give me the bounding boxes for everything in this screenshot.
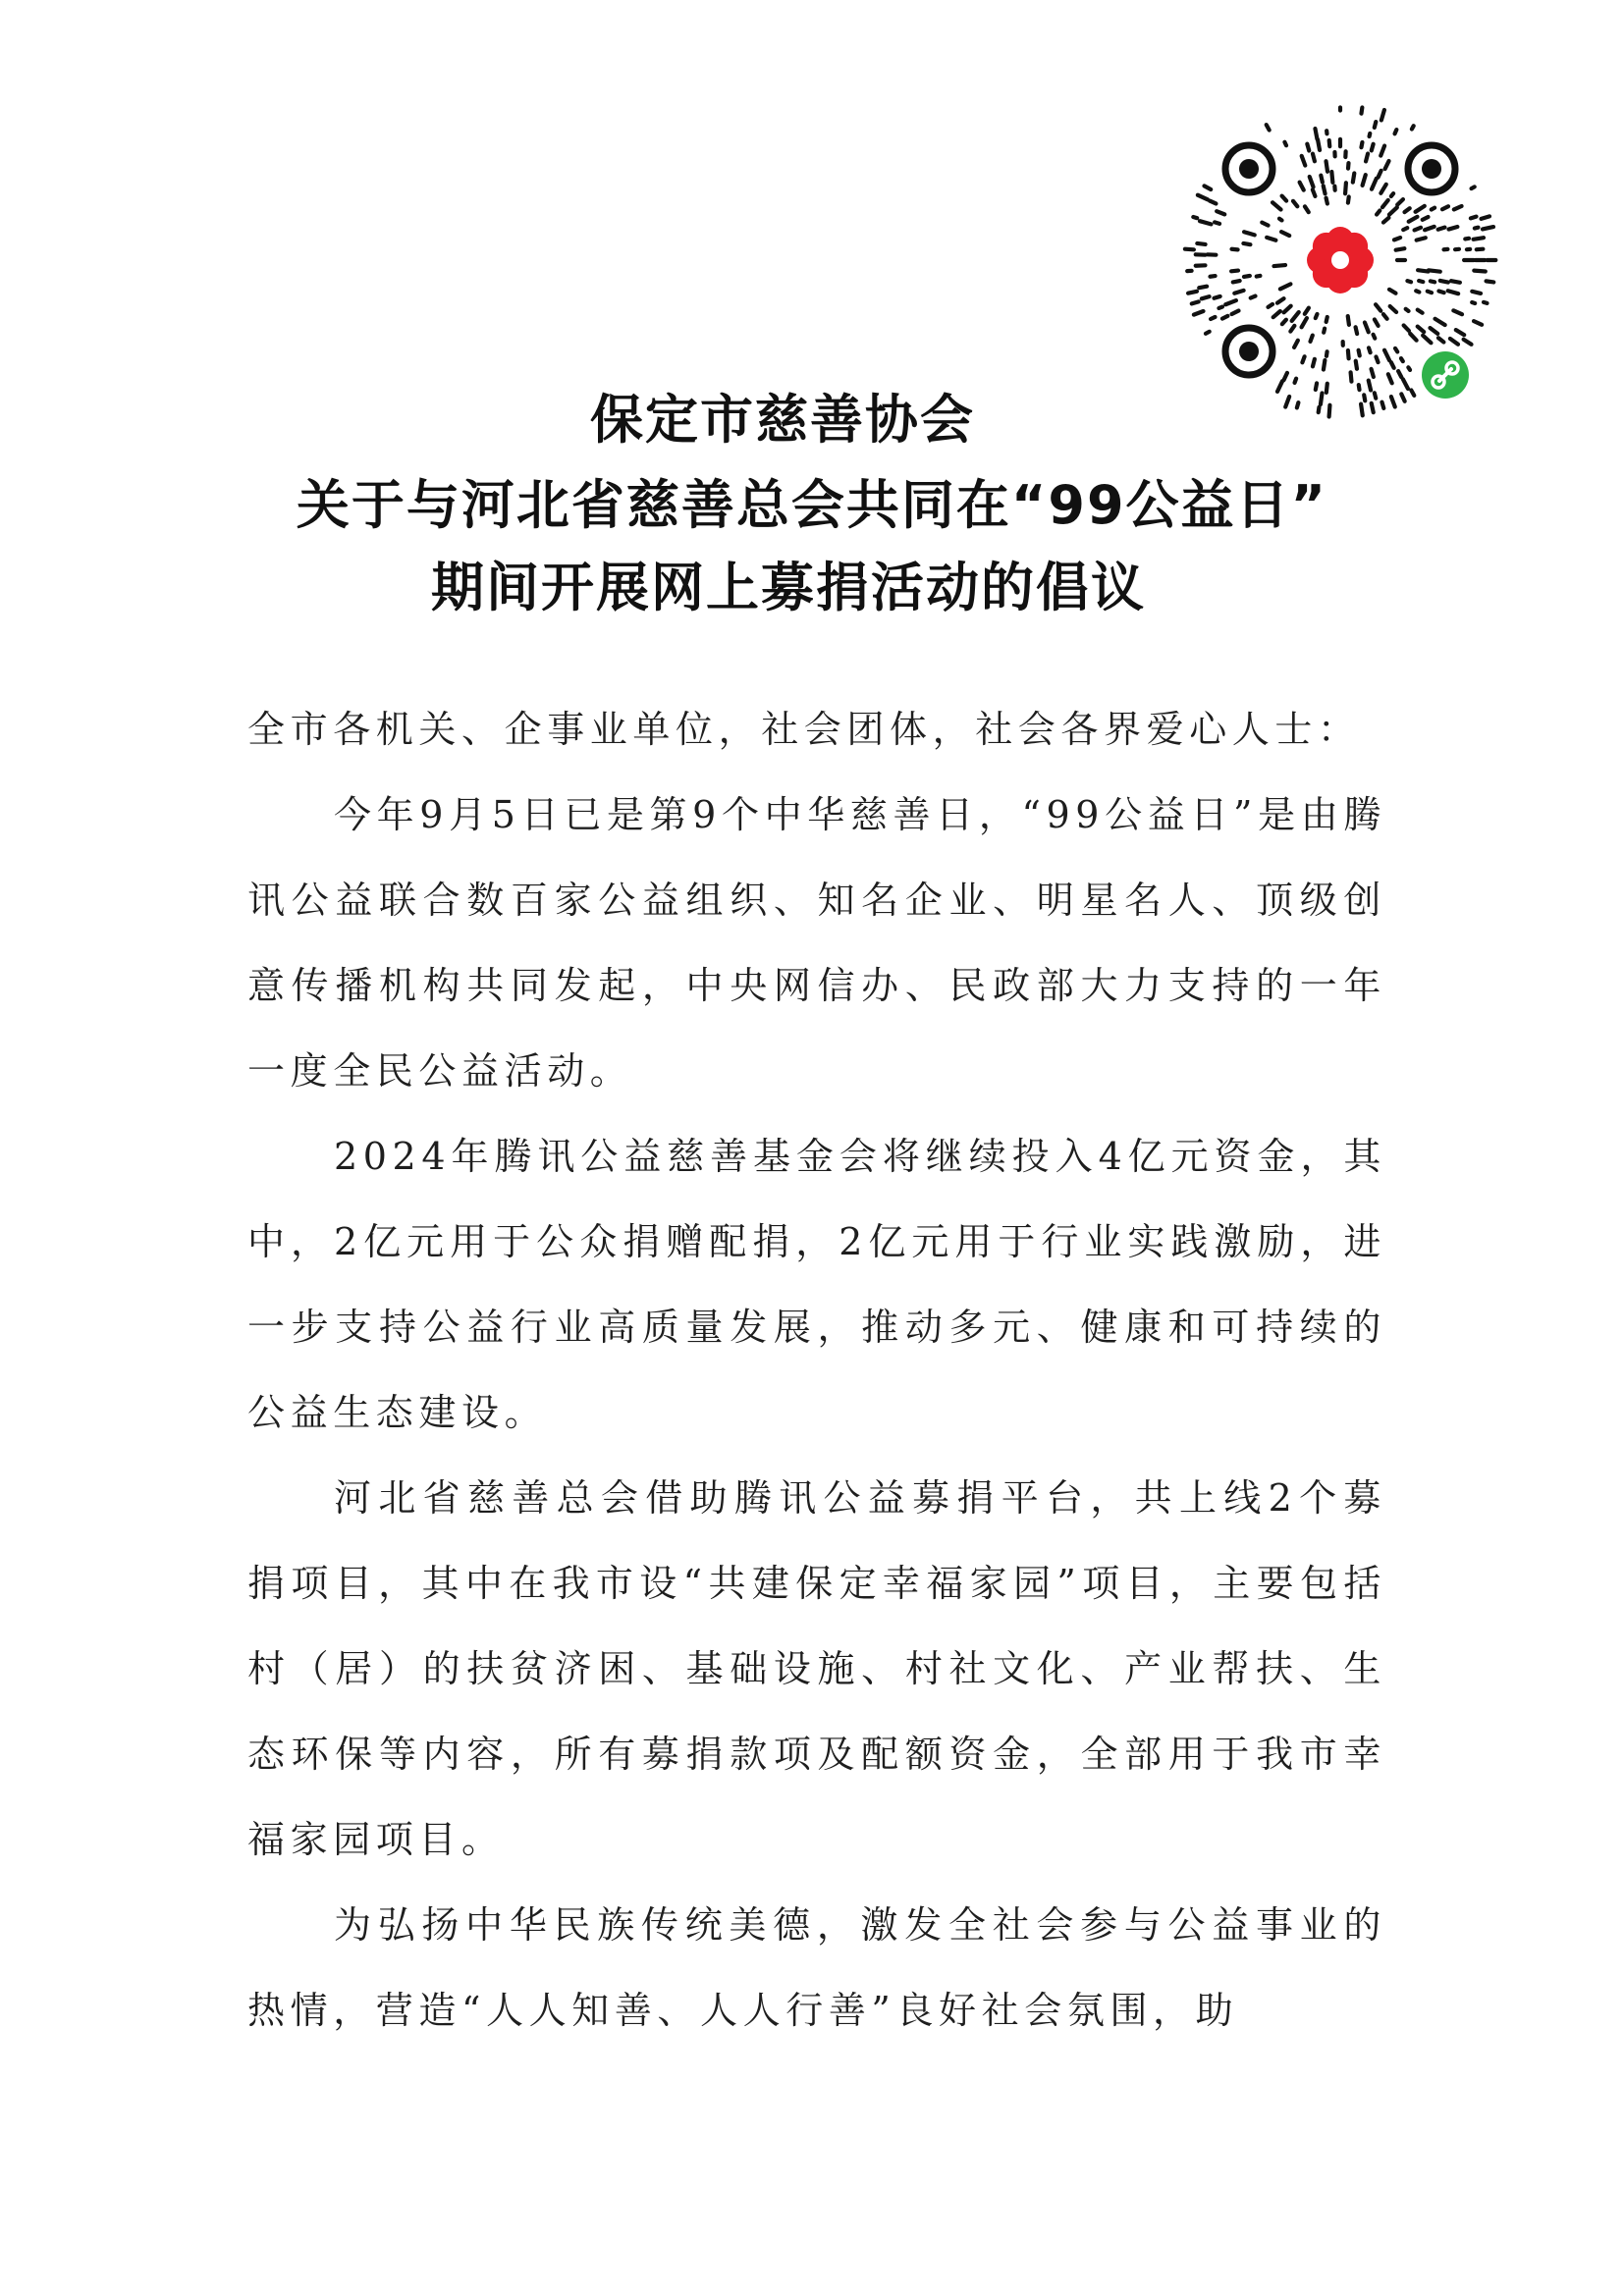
document-body <box>247 687 1386 2054</box>
mini-program-code[interactable] <box>1178 98 1502 422</box>
red-flower-icon <box>1307 227 1374 294</box>
paragraph-2: 2024年腾讯公益慈善基金会将继续投入4亿元资金，其中，2亿元用于公众捐赠配捐，2亿元用于行业实践激励，进一步支持公益行业高质量发展，推动多元、健康和可持续的公益生态建设。 <box>247 1135 1386 1434</box>
paragraph-1: 今年9月5日已是第9个中华慈善日，“99公益日”是由腾讯公益联合数百家公益组织、知名企业、明星名人、顶级创意传播机构共同发起，中央网信办、民政部大力支持的一年一度全民公益活动。 <box>247 793 1386 1093</box>
mini-program-code-icon <box>1178 98 1502 422</box>
salutation: 全市各机关、企事业单位，社会团体，社会各界爱心人士： <box>247 708 1361 751</box>
document-title-line-3: 期间开展网上募捐活动的倡议 <box>431 557 1146 618</box>
paragraph-3: 河北省慈善总会借助腾讯公益募捐平台，共上线2个募捐项目，其中在我市设“共建保定幸福家园”项目，主要包括村（居）的扶贫济困、基础设施、村社文化、产业帮扶、生态环保等内容，所有募捐款项及配额资金，全部用于我市幸福家园项目。 <box>247 1476 1386 1861</box>
document-title-line-2: 关于与河北省慈善总会共同在“99公益日” <box>296 474 1328 536</box>
paragraph-4: 为弘扬中华民族传统美德，激发全社会参与公益事业的热情，营造“人人知善、人人行善”良好社会氛围，助 <box>247 1903 1386 2032</box>
document-title-line-1: 保定市慈善协会 <box>590 389 975 451</box>
